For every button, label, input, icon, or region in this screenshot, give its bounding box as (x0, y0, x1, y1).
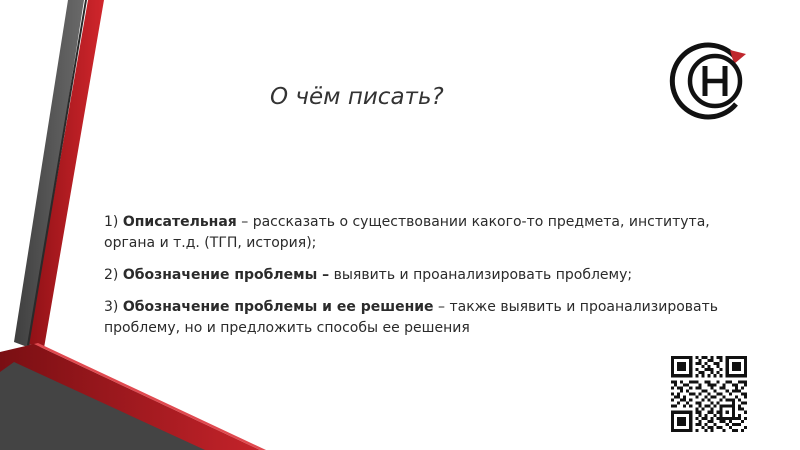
item-term: Описательная (122, 214, 237, 230)
list-item-3 (104, 297, 724, 339)
item-number: 1) (104, 214, 119, 230)
item-term: Обозначение проблемы – (122, 267, 330, 283)
qr-code-icon (671, 356, 747, 432)
item-number: 2) (104, 267, 119, 283)
item-term: Обозначение проблемы и ее решение (122, 299, 434, 315)
item-description: – рассказать о существовании какого-то предмета, института, органа и т.д. (ТГП, история); (104, 214, 710, 251)
thin-stripe (27, 0, 87, 346)
item-description: – также выявить и проанализировать проблему, но и предложить способы ее решения (104, 299, 719, 336)
list-item-1 (104, 212, 724, 254)
content-list (104, 212, 724, 350)
item-description: выявить и проанализировать проблему; (329, 267, 633, 283)
list-item-2 (104, 265, 724, 286)
cn-monogram-logo-icon (664, 36, 754, 126)
slide-title: О чём писать? (270, 84, 444, 110)
item-number: 3) (104, 299, 119, 315)
